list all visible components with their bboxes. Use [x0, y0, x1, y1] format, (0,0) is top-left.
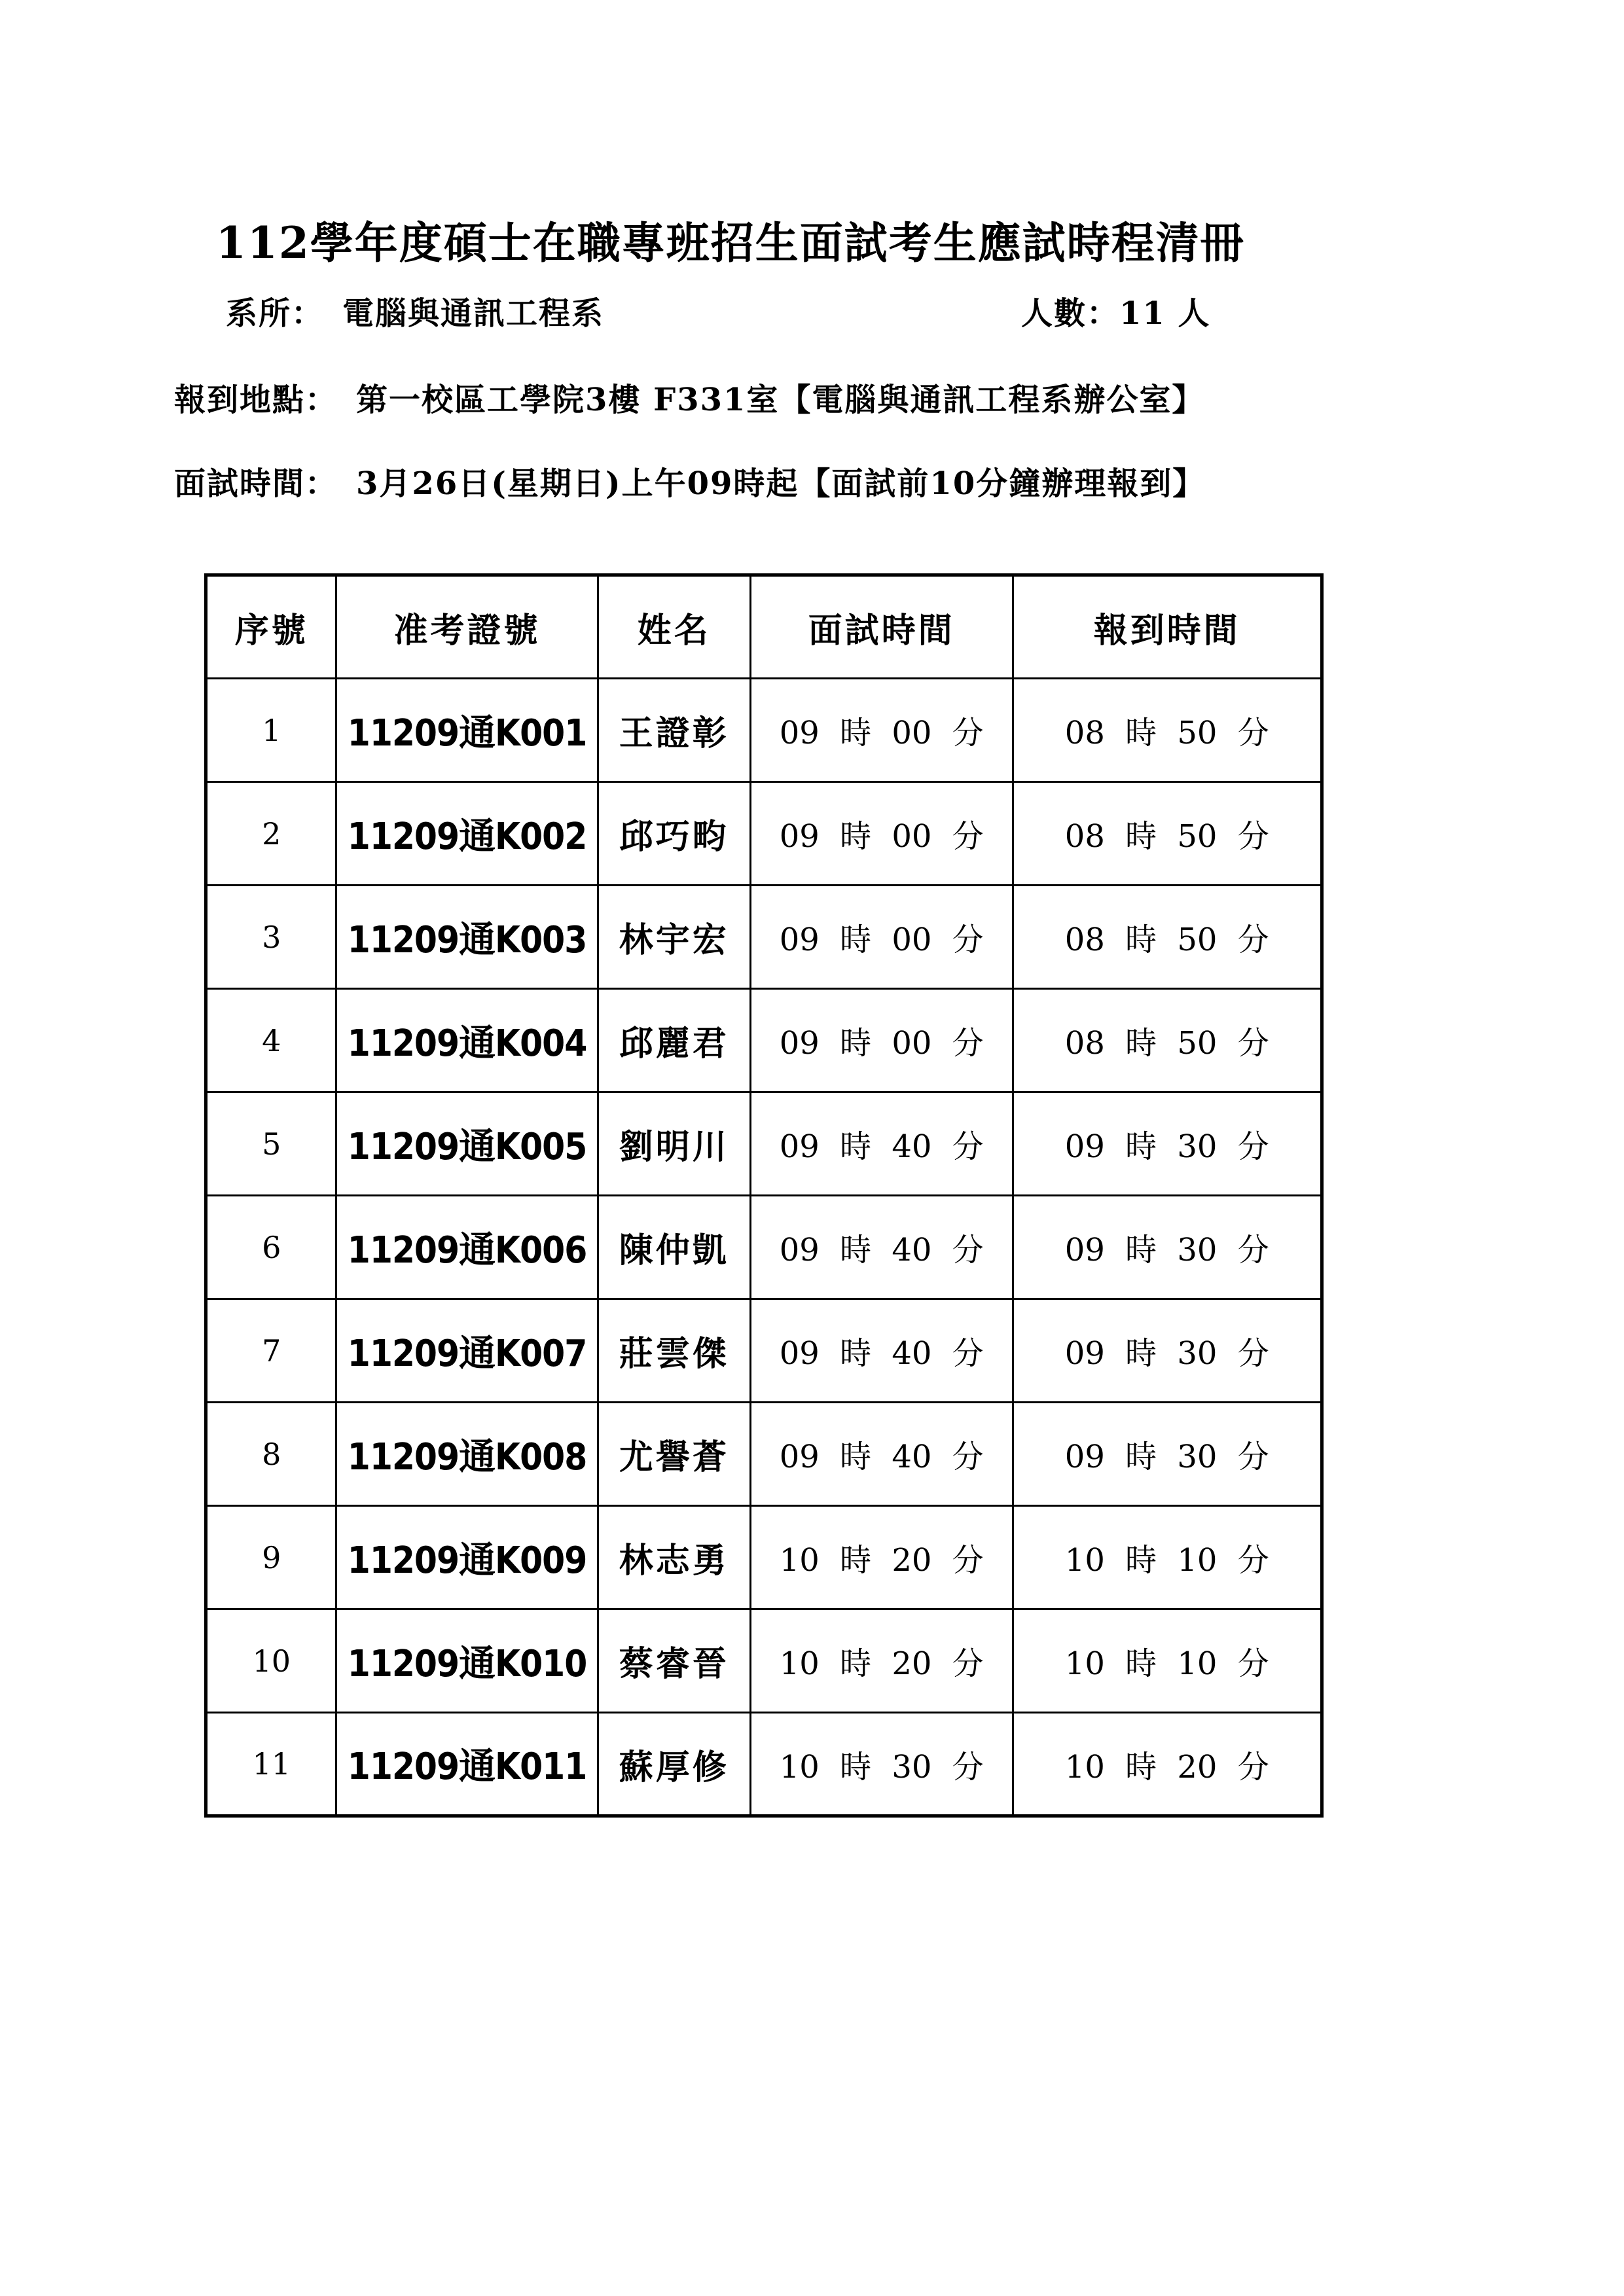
- headcount-label: 人數：: [1021, 295, 1120, 332]
- table-row: [206, 1196, 1322, 1299]
- table-row: [206, 782, 1322, 886]
- row-name: 蔡睿晉: [598, 1609, 750, 1713]
- row-exam-id: 11209通K007: [336, 1299, 598, 1403]
- table-row: [206, 989, 1322, 1092]
- row-interview-time: 09 時 40 分: [750, 1092, 1013, 1196]
- header-interview-time: 面試時間: [750, 575, 1013, 679]
- location-label: 報到地點：: [174, 382, 338, 418]
- department-line: [226, 288, 604, 333]
- department-label: 系所：: [226, 295, 325, 332]
- table-row: [206, 1403, 1322, 1506]
- row-report-time: 08 時 50 分: [1013, 782, 1322, 886]
- row-exam-id: 11209通K006: [336, 1196, 598, 1299]
- location-value: 第一校區工學院3樓 F331室【電腦與通訊工程系辦公室】: [356, 382, 1205, 418]
- interview-time-value: 3月26日(星期日)上午09時起【面試前10分鐘辦理報到】: [356, 465, 1206, 502]
- row-interview-time: 10 時 30 分: [750, 1713, 1013, 1816]
- row-interview-time: 10 時 20 分: [750, 1609, 1013, 1713]
- department-value: 電腦與通訊工程系: [342, 295, 605, 332]
- row-interview-time: 09 時 40 分: [750, 1299, 1013, 1403]
- row-report-time: 09 時 30 分: [1013, 1403, 1322, 1506]
- row-seq: 5: [206, 1092, 336, 1196]
- row-seq: 10: [206, 1609, 336, 1713]
- row-seq: 9: [206, 1506, 336, 1609]
- row-report-time: 08 時 50 分: [1013, 989, 1322, 1092]
- row-exam-id: 11209通K003: [336, 886, 598, 989]
- row-report-time: 09 時 30 分: [1013, 1092, 1322, 1196]
- table-row: [206, 679, 1322, 782]
- row-report-time: 10 時 20 分: [1013, 1713, 1322, 1816]
- header-seq: 序號: [206, 575, 336, 679]
- row-interview-time: 09 時 00 分: [750, 782, 1013, 886]
- table-row: [206, 1713, 1322, 1816]
- row-interview-time: 09 時 40 分: [750, 1196, 1013, 1299]
- row-report-time: 09 時 30 分: [1013, 1299, 1322, 1403]
- row-name: 陳仲凱: [598, 1196, 750, 1299]
- row-exam-id: 11209通K004: [336, 989, 598, 1092]
- interview-time-label: 面試時間：: [174, 465, 338, 502]
- row-report-time: 09 時 30 分: [1013, 1196, 1322, 1299]
- headcount-value: 11 人: [1119, 295, 1211, 332]
- row-exam-id: 11209通K011: [336, 1713, 598, 1816]
- document-title: 112學年度碩士在職專班招生面試考生應試時程清冊: [216, 217, 1245, 268]
- row-report-time: 10 時 10 分: [1013, 1506, 1322, 1609]
- row-name: 林宇宏: [598, 886, 750, 989]
- table-row: [206, 886, 1322, 989]
- row-interview-time: 09 時 00 分: [750, 679, 1013, 782]
- row-name: 莊雲傑: [598, 1299, 750, 1403]
- location-line: [174, 374, 1204, 420]
- row-seq: 1: [206, 679, 336, 782]
- row-name: 劉明川: [598, 1092, 750, 1196]
- interview-time-line: [174, 458, 1205, 503]
- header-report-time: 報到時間: [1013, 575, 1322, 679]
- row-name: 林志勇: [598, 1506, 750, 1609]
- row-seq: 11: [206, 1713, 336, 1816]
- row-report-time: 10 時 10 分: [1013, 1609, 1322, 1713]
- row-exam-id: 11209通K001: [336, 679, 598, 782]
- headcount-line: [1021, 288, 1211, 333]
- table-row: [206, 1609, 1322, 1713]
- row-name: 王證彰: [598, 679, 750, 782]
- row-report-time: 08 時 50 分: [1013, 886, 1322, 989]
- table-row: [206, 1092, 1322, 1196]
- header-exam-id: 准考證號: [336, 575, 598, 679]
- row-name: 尤譽蒼: [598, 1403, 750, 1506]
- row-seq: 8: [206, 1403, 336, 1506]
- table-row: [206, 1299, 1322, 1403]
- row-exam-id: 11209通K005: [336, 1092, 598, 1196]
- row-seq: 2: [206, 782, 336, 886]
- row-seq: 4: [206, 989, 336, 1092]
- row-report-time: 08 時 50 分: [1013, 679, 1322, 782]
- row-interview-time: 09 時 40 分: [750, 1403, 1013, 1506]
- row-seq: 7: [206, 1299, 336, 1403]
- row-interview-time: 10 時 20 分: [750, 1506, 1013, 1609]
- schedule-table: [204, 573, 1324, 1818]
- row-name: 邱麗君: [598, 989, 750, 1092]
- row-seq: 3: [206, 886, 336, 989]
- table-row: [206, 1506, 1322, 1609]
- row-name: 蘇厚修: [598, 1713, 750, 1816]
- row-exam-id: 11209通K002: [336, 782, 598, 886]
- row-name: 邱巧畇: [598, 782, 750, 886]
- row-exam-id: 11209通K009: [336, 1506, 598, 1609]
- row-interview-time: 09 時 00 分: [750, 989, 1013, 1092]
- row-interview-time: 09 時 00 分: [750, 886, 1013, 989]
- header-name: 姓名: [598, 575, 750, 679]
- row-seq: 6: [206, 1196, 336, 1299]
- row-exam-id: 11209通K008: [336, 1403, 598, 1506]
- table-header-row: [206, 575, 1322, 679]
- row-exam-id: 11209通K010: [336, 1609, 598, 1713]
